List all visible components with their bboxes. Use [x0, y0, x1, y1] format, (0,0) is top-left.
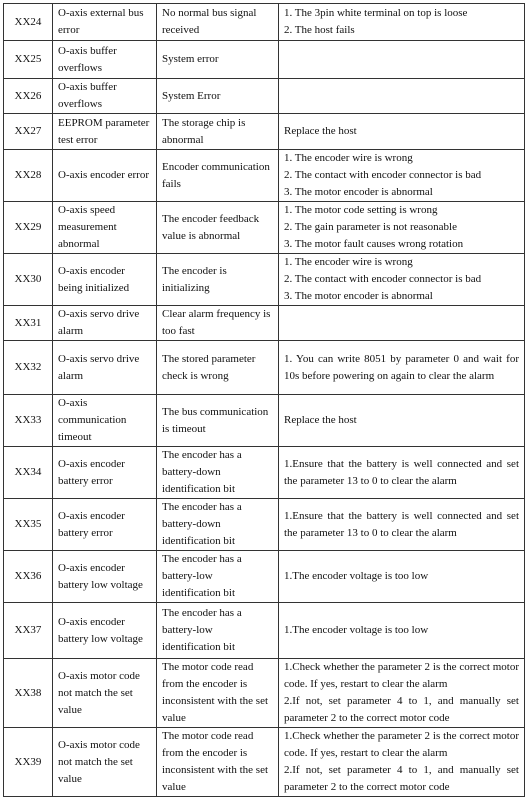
solution-line: 1.The encoder voltage is too low	[284, 624, 429, 636]
alarm-cause: The encoder has a battery-low identification bit	[157, 551, 279, 603]
alarm-cause: The stored parameter check is wrong	[157, 341, 279, 395]
alarm-name: O-axis speed measurement abnormal	[53, 202, 157, 254]
alarm-code: XX29	[4, 202, 53, 254]
alarm-code: XX39	[4, 728, 53, 797]
solution-line: 3. The motor encoder is abnormal	[284, 186, 433, 198]
table-row	[4, 114, 525, 150]
alarm-code: XX25	[4, 41, 53, 79]
alarm-name: O-axis servo drive alarm	[53, 341, 157, 395]
table-row	[4, 551, 525, 603]
alarm-solution	[279, 4, 525, 41]
solution-line: 1. The motor code setting is wrong	[284, 204, 438, 216]
alarm-solution	[279, 306, 525, 341]
solution-line: 1. You can write 8051 by parameter 0 and wait for 10s before powering on again to clear the alarm	[284, 352, 519, 382]
alarm-code: XX31	[4, 306, 53, 341]
alarm-solution	[279, 150, 525, 202]
alarm-code: XX34	[4, 447, 53, 499]
alarm-cause: The encoder is initializing	[157, 254, 279, 306]
solution-line: 2. The contact with encoder connector is bad	[284, 273, 482, 285]
solution-line: 2. The gain parameter is not reasonable	[284, 221, 457, 233]
alarm-solution	[279, 499, 525, 551]
alarm-cause: The encoder has a battery-down identification bit	[157, 447, 279, 499]
alarm-code: XX26	[4, 79, 53, 114]
alarm-name: O-axis encoder battery low voltage	[53, 551, 157, 603]
alarm-name: O-axis motor code not match the set value	[53, 659, 157, 728]
alarm-name: O-axis encoder error	[53, 150, 157, 202]
alarm-table-body	[4, 4, 525, 797]
table-row	[4, 603, 525, 659]
solution-line: 1.The encoder voltage is too low	[284, 570, 429, 582]
alarm-name: O-axis encoder being initialized	[53, 254, 157, 306]
alarm-code: XX37	[4, 603, 53, 659]
solution-line: 2. The host fails	[284, 24, 355, 36]
alarm-name: O-axis buffer overflows	[53, 79, 157, 114]
solution-line: 1.Check whether the parameter 2 is the correct motor code. If yes, restart to clear the alarm	[284, 730, 519, 759]
solution-line: Replace the host	[284, 125, 357, 137]
alarm-solution	[279, 202, 525, 254]
alarm-code: XX27	[4, 114, 53, 150]
alarm-cause: Clear alarm frequency is too fast	[157, 306, 279, 341]
alarm-code: XX30	[4, 254, 53, 306]
alarm-code: XX38	[4, 659, 53, 728]
table-row	[4, 79, 525, 114]
alarm-cause: System Error	[157, 79, 279, 114]
alarm-name: O-axis communication timeout	[53, 395, 157, 447]
alarm-code-table	[3, 3, 525, 797]
solution-line: 1. The encoder wire is wrong	[284, 256, 413, 268]
table-row	[4, 659, 525, 728]
solution-line: 1.Ensure that the battery is well connected and set the parameter 13 to 0 to clear the alarm	[284, 457, 519, 487]
table-row	[4, 254, 525, 306]
alarm-solution	[279, 551, 525, 603]
table-row	[4, 341, 525, 395]
alarm-solution	[279, 603, 525, 659]
alarm-name: O-axis motor code not match the set value	[53, 728, 157, 797]
alarm-cause: The bus communication is timeout	[157, 395, 279, 447]
alarm-cause: System error	[157, 41, 279, 79]
table-row	[4, 41, 525, 79]
table-row	[4, 447, 525, 499]
table-row	[4, 499, 525, 551]
alarm-name: O-axis servo drive alarm	[53, 306, 157, 341]
solution-line: 1. The 3pin white terminal on top is loose	[284, 7, 468, 19]
alarm-cause: The motor code read from the encoder is inconsistent with the set value	[157, 728, 279, 797]
alarm-code: XX28	[4, 150, 53, 202]
table-row	[4, 202, 525, 254]
alarm-solution	[279, 79, 525, 114]
alarm-solution	[279, 41, 525, 79]
solution-line: 3. The motor encoder is abnormal	[284, 290, 433, 302]
alarm-name: O-axis external bus error	[53, 4, 157, 41]
alarm-name: O-axis encoder battery low voltage	[53, 603, 157, 659]
alarm-solution	[279, 114, 525, 150]
alarm-cause: The motor code read from the encoder is inconsistent with the set value	[157, 659, 279, 728]
solution-line: 1.Check whether the parameter 2 is the correct motor code. If yes, restart to clear the alarm	[284, 661, 519, 690]
alarm-solution	[279, 447, 525, 499]
alarm-name: O-axis buffer overflows	[53, 41, 157, 79]
solution-line: 2.If not, set parameter 4 to 1, and manually set parameter 2 to the correct motor code	[284, 695, 519, 724]
alarm-solution	[279, 341, 525, 395]
alarm-code: XX36	[4, 551, 53, 603]
solution-line: 1.Ensure that the battery is well connected and set the parameter 13 to 0 to clear the alarm	[284, 509, 519, 539]
alarm-code: XX24	[4, 4, 53, 41]
alarm-solution	[279, 395, 525, 447]
alarm-name: O-axis encoder battery error	[53, 447, 157, 499]
alarm-cause: The encoder has a battery-low identification bit	[157, 603, 279, 659]
alarm-name: O-axis encoder battery error	[53, 499, 157, 551]
alarm-solution	[279, 728, 525, 797]
alarm-cause: The encoder has a battery-down identification bit	[157, 499, 279, 551]
alarm-cause: The storage chip is abnormal	[157, 114, 279, 150]
table-row	[4, 306, 525, 341]
table-row	[4, 728, 525, 797]
solution-line: Replace the host	[284, 414, 357, 426]
alarm-code: XX35	[4, 499, 53, 551]
alarm-solution	[279, 254, 525, 306]
table-row	[4, 395, 525, 447]
alarm-solution	[279, 659, 525, 728]
alarm-cause: Encoder communication fails	[157, 150, 279, 202]
alarm-code: XX32	[4, 341, 53, 395]
table-row	[4, 4, 525, 41]
alarm-cause: No normal bus signal received	[157, 4, 279, 41]
alarm-name: EEPROM parameter test error	[53, 114, 157, 150]
solution-line: 2. The contact with encoder connector is bad	[284, 169, 482, 181]
table-row	[4, 150, 525, 202]
alarm-code: XX33	[4, 395, 53, 447]
alarm-cause: The encoder feedback value is abnormal	[157, 202, 279, 254]
solution-line: 1. The encoder wire is wrong	[284, 152, 413, 164]
solution-line: 3. The motor fault causes wrong rotation	[284, 238, 464, 250]
solution-line: 2.If not, set parameter 4 to 1, and manually set parameter 2 to the correct motor code	[284, 764, 519, 793]
